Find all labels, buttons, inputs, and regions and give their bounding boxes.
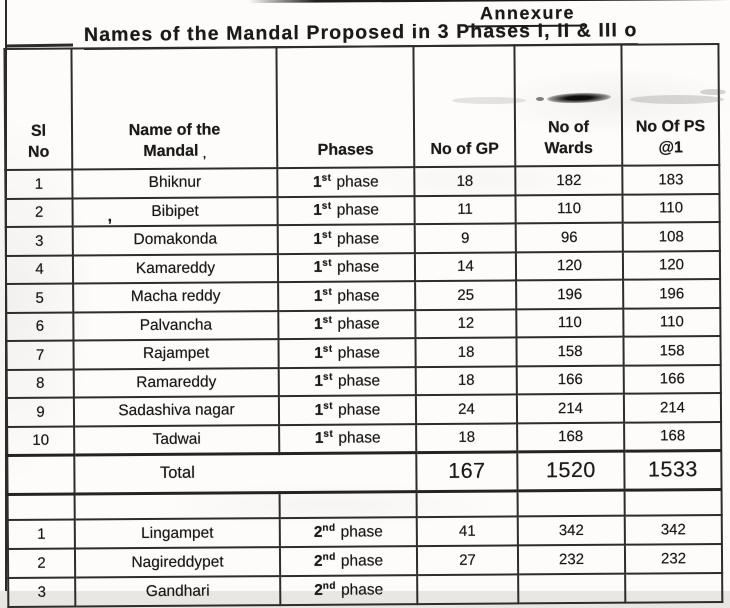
header-name-line1: Name of the	[128, 121, 221, 140]
scan-smudge-dot	[536, 97, 544, 101]
cell-mandal-name	[73, 225, 278, 255]
wards-value: 168	[558, 427, 584, 446]
mandal-table	[3, 43, 723, 608]
cell-total-label	[74, 452, 416, 493]
phase-word: phase	[337, 315, 380, 333]
mandal-name-value: Lingampet	[141, 524, 214, 542]
phase-word: phase	[340, 523, 383, 541]
cell-phase	[279, 395, 416, 424]
phase-number: 2	[313, 552, 323, 570]
cell-sl-no	[7, 398, 74, 427]
cell-mandal-name	[74, 396, 279, 426]
stray-mark: ,	[202, 148, 207, 161]
wards-value: 182	[556, 171, 582, 189]
cell-sl-no	[6, 312, 73, 341]
wards-value: 96	[560, 228, 578, 246]
cell-phase	[280, 517, 417, 547]
phase-ordinal-suffix: st	[321, 172, 332, 184]
cell-ps	[622, 165, 719, 194]
mandal-table-wrap	[3, 43, 723, 608]
cell-gp	[416, 423, 517, 452]
phase-number: 2	[313, 523, 323, 541]
total-ps-value: 1533	[647, 457, 698, 482]
cell-mandal-name	[74, 368, 279, 398]
mandal-name-value: Nagireddypet	[131, 552, 224, 571]
total-wards-value: 1520	[545, 457, 596, 483]
cell-ps	[624, 422, 721, 451]
phase-ordinal-suffix: st	[323, 428, 334, 440]
cell-wards	[515, 194, 622, 223]
empty-cell	[625, 489, 722, 516]
header-name-word: Mandal	[143, 142, 199, 161]
phase-number: 1	[314, 429, 324, 447]
wards-value: 196	[557, 285, 583, 303]
wards-value: 166	[557, 371, 583, 389]
header-wards-line1: No of	[548, 119, 590, 137]
sl-no-value: 3	[37, 583, 46, 601]
cell-ps	[623, 251, 720, 280]
ps-value: 120	[658, 256, 685, 274]
phase-number: 1	[313, 316, 323, 334]
cell-sl-no	[6, 284, 73, 313]
mandal-name-value: Kamareddy	[135, 259, 216, 277]
cell-total-gp	[416, 451, 517, 491]
mandal-name-value: Domakonda	[133, 230, 218, 249]
cell-wards	[516, 223, 623, 252]
cell-gp	[415, 223, 516, 252]
cell-gp	[417, 545, 518, 575]
cell-gp	[415, 252, 516, 281]
wards-value: 232	[558, 550, 585, 569]
header-wards-line2: Wards	[544, 140, 593, 158]
annexure-title: Annexure	[468, 2, 587, 27]
cell-sl-no	[5, 170, 72, 199]
gp-value: 18	[456, 172, 474, 190]
cell-wards	[515, 166, 622, 195]
gp-value: 41	[458, 522, 476, 540]
cell-wards	[516, 280, 623, 309]
phase-number: 2	[314, 581, 323, 599]
cell-mandal-name	[72, 197, 277, 227]
cell-sl-no	[6, 255, 73, 284]
phase-word: phase	[337, 287, 380, 305]
cell-ps	[623, 222, 720, 251]
ps-value: 168	[660, 427, 686, 445]
phase-number: 1	[314, 401, 324, 419]
header-sl-line2: No	[27, 143, 50, 162]
cell-gp	[415, 280, 516, 309]
cell-mandal-name	[73, 311, 278, 341]
cell-sl-no	[6, 227, 73, 256]
total-label: Total	[159, 463, 195, 482]
ps-value: 342	[660, 521, 686, 539]
cell-wards	[516, 308, 623, 337]
ps-value: 110	[659, 199, 684, 217]
gp-value: 25	[457, 286, 475, 304]
cell-total-ps	[624, 450, 721, 490]
sl-no-value: 2	[34, 203, 44, 222]
cell-phase	[278, 224, 415, 253]
cell-gp	[416, 394, 517, 423]
cell-wards	[517, 394, 624, 423]
phase-ordinal-suffix: nd	[322, 522, 336, 534]
cell-ps	[623, 336, 720, 365]
header-name-line2	[73, 141, 276, 163]
ps-value: 108	[658, 228, 684, 246]
cell-ps	[625, 544, 722, 574]
phase-ordinal-suffix: st	[321, 229, 332, 241]
cell-wards	[518, 574, 625, 604]
sl-no-value: 4	[35, 260, 44, 279]
phase-number: 1	[313, 287, 323, 305]
phase-ordinal-suffix: st	[322, 286, 333, 298]
header-phases-label: Phases	[317, 141, 374, 160]
phase-number: 1	[313, 230, 323, 248]
mandal-name-value: Macha reddy	[130, 287, 221, 306]
cell-ps	[623, 308, 720, 337]
phase-word: phase	[336, 201, 380, 219]
cell-mandal-name	[73, 254, 278, 284]
stray-comma-mark: ,	[107, 207, 113, 225]
cell-phase	[278, 338, 415, 367]
cell-phase	[277, 167, 414, 196]
wards-value: 110	[557, 200, 582, 218]
header-sl-line1: Sl	[30, 123, 47, 141]
header-ps	[621, 44, 719, 166]
cell-gp	[416, 366, 517, 395]
cell-phase	[278, 281, 415, 310]
phase-ordinal-suffix: st	[322, 343, 333, 355]
sl-no-value: 3	[35, 232, 44, 250]
cell-mandal-name	[75, 547, 280, 577]
table-header-row	[4, 44, 719, 170]
cell-gp	[415, 337, 516, 366]
gp-value: 11	[457, 200, 473, 219]
cell-mandal-name	[74, 425, 279, 455]
cell-gp	[415, 309, 516, 338]
table-header	[4, 44, 719, 170]
gp-value: 18	[457, 371, 475, 390]
table-row	[8, 573, 722, 607]
gp-value: 12	[457, 314, 475, 333]
total-label-wrap	[75, 463, 279, 483]
sl-no-value: 1	[37, 525, 46, 543]
cell-ps	[622, 194, 719, 223]
scan-smudge-faint-1	[452, 97, 526, 104]
cell-phase	[280, 575, 417, 605]
cell-gp	[417, 516, 518, 546]
cell-mandal-name	[72, 168, 277, 198]
cell-phase	[277, 196, 414, 225]
sl-no-value: 5	[35, 289, 44, 307]
cell-sl-no	[8, 578, 75, 607]
cell-sl-no	[5, 198, 72, 227]
cell-sl-no	[8, 549, 75, 578]
sl-no-value: 10	[32, 431, 50, 449]
phase-word: phase	[337, 372, 381, 390]
phase-ordinal-suffix: st	[322, 371, 333, 384]
phase-ordinal-suffix: nd	[322, 580, 337, 592]
phase-number: 1	[313, 202, 322, 220]
header-wards	[514, 45, 622, 167]
mandal-name-value: Gandhari	[145, 582, 210, 600]
mandal-name-value: Ramareddy	[136, 373, 217, 391]
table-total-row	[7, 450, 721, 494]
gp-value: 18	[458, 428, 476, 446]
header-phases	[276, 46, 414, 168]
phase-word: phase	[337, 344, 381, 362]
cell-sl-no	[6, 341, 73, 370]
cell-phase	[279, 424, 416, 453]
cell-sl-no	[7, 426, 74, 455]
mandal-name-value: Rajampet	[142, 344, 210, 363]
sl-no-value: 9	[36, 403, 45, 421]
cell-mandal-name	[73, 282, 278, 312]
header-ps-line1: No Of PS	[635, 118, 706, 136]
phase-word: phase	[336, 230, 380, 248]
wards-value: 120	[556, 257, 583, 275]
cell-phase	[280, 546, 417, 576]
gp-value: 18	[457, 343, 475, 361]
cell-total-wards	[517, 451, 624, 491]
header-sl-no	[4, 49, 72, 170]
empty-cell	[75, 492, 280, 519]
phase-word: phase	[338, 429, 381, 447]
wards-value: 158	[557, 342, 583, 360]
ps-value: 183	[658, 171, 684, 189]
header-ps-line2: @1	[658, 139, 683, 157]
cell-sl-no	[7, 369, 74, 398]
header-gp	[413, 45, 515, 167]
empty-cell	[518, 490, 625, 517]
mandal-name-value: Palvancha	[139, 316, 213, 334]
cell-wards	[518, 545, 625, 575]
phase-ordinal-suffix: st	[322, 257, 333, 270]
ps-value: 214	[659, 399, 686, 417]
wards-value: 214	[557, 399, 584, 417]
empty-cell	[280, 491, 417, 518]
ps-value: 196	[659, 285, 685, 303]
scan-smudge-faint-3	[700, 89, 726, 95]
sl-no-value: 6	[35, 317, 45, 336]
cell-phase	[278, 253, 415, 282]
sl-no-value: 8	[36, 374, 45, 393]
cell-phase	[278, 310, 415, 339]
gp-value: 14	[457, 257, 474, 276]
cell-wards	[517, 422, 624, 451]
ps-value: 158	[659, 342, 685, 360]
cell-gp	[414, 195, 515, 224]
phase-number: 1	[314, 344, 323, 362]
mandal-name-value: Bhiknur	[148, 173, 202, 192]
sl-no-value: 7	[35, 346, 45, 364]
cell-ps	[623, 279, 720, 308]
cell-sl-empty	[7, 455, 74, 494]
mandal-name-value: Bibipet	[151, 202, 199, 220]
ps-value: 110	[659, 313, 684, 331]
ps-value: 232	[660, 550, 687, 568]
gp-value: 27	[459, 551, 476, 569]
cell-wards	[516, 251, 623, 280]
sl-no-value: 2	[37, 554, 46, 572]
cell-gp	[417, 574, 518, 604]
phase-number: 1	[312, 173, 322, 191]
cell-mandal-name	[73, 339, 278, 369]
wards-value: 342	[558, 521, 584, 540]
cell-ps	[624, 365, 721, 394]
document-title: Names of the Mandal Proposed in 3 Phases I, II & III o	[84, 19, 638, 50]
empty-cell	[417, 490, 518, 517]
gp-value: 9	[461, 229, 470, 247]
cell-sl-no	[8, 520, 75, 549]
cell-mandal-name	[75, 576, 280, 606]
cell-wards	[518, 516, 625, 546]
cell-wards	[517, 365, 624, 394]
mandal-name-value: Tadwai	[152, 430, 201, 448]
cell-ps	[625, 573, 722, 603]
phase-ordinal-suffix: st	[323, 400, 334, 412]
table-top-left-stub-line	[6, 44, 73, 47]
phase-ordinal-suffix: st	[322, 314, 333, 327]
cell-wards	[516, 337, 623, 366]
sl-no-value: 1	[34, 175, 44, 193]
cell-ps	[625, 515, 722, 545]
mandal-name-value: Sadashiva nagar	[118, 401, 235, 420]
wards-value: 110	[557, 314, 582, 332]
scan-smudge-faint-2	[630, 95, 724, 104]
phase-number: 1	[314, 373, 324, 391]
phase-word: phase	[336, 173, 379, 191]
phase-word: phase	[340, 552, 384, 570]
table-body	[5, 165, 722, 607]
phase-ordinal-suffix: nd	[322, 551, 336, 563]
phase-word: phase	[338, 401, 381, 419]
cell-gp	[414, 166, 515, 195]
cell-mandal-name	[75, 518, 280, 548]
phase-word: phase	[337, 258, 380, 276]
gp-value: 24	[458, 400, 475, 418]
header-mandal-name	[71, 47, 277, 169]
header-gp-label: No of GP	[430, 140, 499, 159]
total-gp-value: 167	[448, 458, 486, 483]
cell-ps	[624, 393, 721, 422]
empty-cell	[8, 494, 75, 520]
ps-value: 166	[659, 370, 685, 388]
phase-word: phase	[340, 581, 384, 599]
phase-ordinal-suffix: st	[321, 200, 332, 213]
cell-phase	[279, 367, 416, 396]
phase-number: 1	[313, 259, 323, 277]
